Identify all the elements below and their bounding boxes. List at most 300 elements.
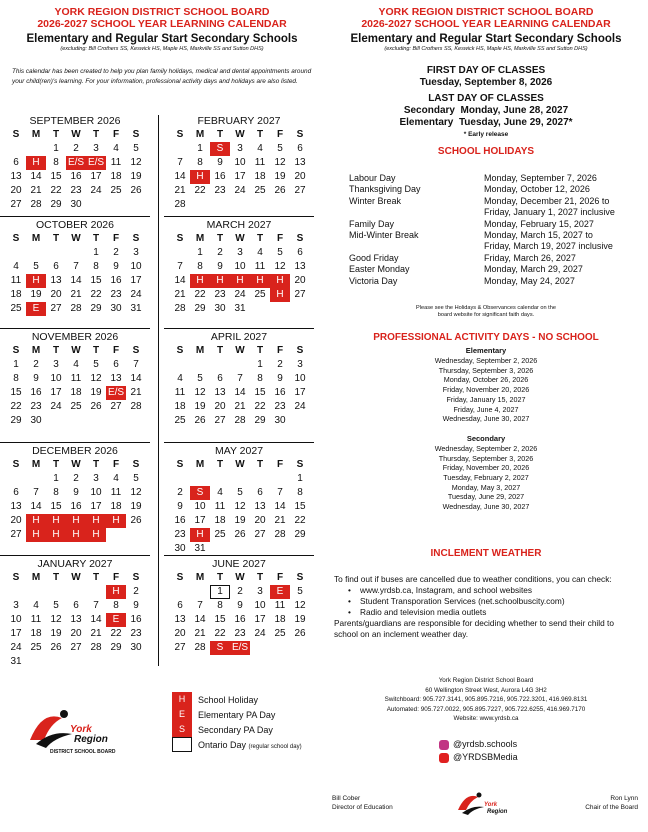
weather-item: • www.yrdsb.ca, Instagram, and school websites bbox=[348, 585, 634, 596]
day-cell: 17 bbox=[10, 628, 22, 639]
weekday-header: M bbox=[31, 129, 41, 140]
day-cell: 21 bbox=[70, 289, 82, 300]
weather-outro: Parents/guardians are responsible for deciding whether to send their child to school on an inclement weather day. bbox=[334, 618, 614, 639]
day-cell: 8 bbox=[197, 261, 203, 272]
weekday-header: S bbox=[176, 345, 184, 356]
day-cell: 2 bbox=[73, 473, 79, 484]
day-cell: 25 bbox=[30, 642, 42, 653]
weather-title: INCLEMENT WEATHER bbox=[430, 548, 542, 559]
day-cell: 18 bbox=[254, 171, 266, 182]
youtube-link[interactable] bbox=[439, 751, 518, 764]
day-cell: 15 bbox=[90, 275, 102, 286]
day-cell: 4 bbox=[217, 487, 223, 498]
holidays-title: SCHOOL HOLIDAYS bbox=[437, 146, 535, 157]
legend-swatch: S bbox=[172, 722, 192, 737]
day-cell: 10 bbox=[90, 487, 102, 498]
contact-line: York Region District School Board bbox=[438, 677, 534, 684]
day-cell: 14 bbox=[194, 614, 206, 625]
day-cell: 22 bbox=[10, 401, 22, 412]
day-cell: 10 bbox=[130, 261, 142, 272]
weekday-header: W bbox=[235, 129, 245, 140]
legend bbox=[172, 692, 302, 752]
month-calendar bbox=[164, 115, 314, 212]
day-cell: 9 bbox=[73, 487, 79, 498]
legend-ontario-label: Ontario Day bbox=[198, 739, 247, 750]
day-cell: 29 bbox=[90, 303, 102, 314]
weekday-header: M bbox=[31, 345, 41, 356]
day-cell: 26 bbox=[234, 529, 246, 540]
day-cell: 26 bbox=[294, 628, 306, 639]
day-cell: 10 bbox=[234, 261, 246, 272]
day-cell: 18 bbox=[110, 501, 122, 512]
day-cell: 22 bbox=[110, 628, 122, 639]
legend-item bbox=[172, 707, 302, 722]
holiday-row bbox=[349, 230, 634, 253]
day-cell: 16 bbox=[130, 614, 142, 625]
day-cell: 23 bbox=[214, 289, 226, 300]
day-cell: 13 bbox=[254, 501, 266, 512]
weekday-header: T bbox=[256, 233, 264, 244]
day-cell: 1 bbox=[13, 359, 19, 370]
day-cell: 5 bbox=[277, 143, 283, 154]
pa-day: Wednesday, September 2, 2026 bbox=[434, 443, 538, 453]
day-cell: 14 bbox=[90, 614, 102, 625]
day-cell: 9 bbox=[33, 373, 39, 384]
pa-day: Friday, November 20, 2026 bbox=[442, 463, 530, 473]
holiday-date bbox=[484, 230, 634, 253]
empty-cell bbox=[170, 358, 190, 372]
day-cell: 31 bbox=[130, 303, 142, 314]
day-cell: 12 bbox=[274, 261, 286, 272]
day-cell: 12 bbox=[194, 387, 206, 398]
day-cell: 6 bbox=[13, 157, 19, 168]
weekday-header: T bbox=[52, 345, 60, 356]
holiday-date bbox=[484, 264, 634, 275]
logo-small-region: Region bbox=[487, 809, 508, 815]
day-cell: 7 bbox=[133, 359, 139, 370]
day-cell: 25 bbox=[110, 185, 122, 196]
weekday-header: S bbox=[296, 345, 304, 356]
month-grid bbox=[6, 232, 150, 316]
weekday-header: M bbox=[31, 572, 41, 583]
day-cell: 8 bbox=[53, 157, 59, 168]
holiday-name: Mid-Winter Break bbox=[349, 230, 419, 241]
day-cell: 22 bbox=[294, 515, 306, 526]
empty-cell bbox=[26, 142, 46, 156]
holiday-date-line: Monday, May 24, 2027 bbox=[484, 275, 575, 286]
day-cell: 31 bbox=[10, 656, 22, 667]
weekday-header: W bbox=[71, 459, 81, 470]
day-cell: 9 bbox=[113, 261, 119, 272]
day-cell: 15 bbox=[10, 387, 22, 398]
day-cell: 9 bbox=[177, 501, 183, 512]
day-cell: 2 bbox=[133, 586, 139, 597]
pa-day: Tuesday, February 2, 2027 bbox=[443, 473, 529, 483]
weather-list bbox=[348, 585, 634, 618]
day-cell: 17 bbox=[294, 387, 306, 398]
weekday-header: T bbox=[52, 129, 60, 140]
marked-day: H bbox=[210, 274, 230, 288]
instagram-icon bbox=[439, 740, 449, 750]
holiday-date-line: Friday, January 1, 2027 inclusive bbox=[484, 207, 615, 218]
weekday-header: W bbox=[71, 233, 81, 244]
marked-day: S bbox=[210, 142, 230, 156]
last-day-title: LAST DAY OF CLASSES bbox=[428, 93, 544, 104]
holiday-row bbox=[349, 276, 634, 287]
weekday-header: S bbox=[176, 233, 184, 244]
day-cell: 4 bbox=[177, 373, 183, 384]
day-cell: 11 bbox=[30, 614, 42, 625]
day-cell: 1 bbox=[53, 143, 59, 154]
last-elementary-label: Elementary bbox=[399, 117, 454, 128]
day-cell: 25 bbox=[174, 415, 186, 426]
divider bbox=[0, 442, 150, 443]
day-cell: 14 bbox=[30, 501, 42, 512]
legend-label: School Holiday bbox=[198, 694, 259, 705]
weekday-header: S bbox=[12, 572, 20, 583]
weekday-header: M bbox=[195, 459, 205, 470]
weekday-header: S bbox=[296, 233, 304, 244]
pa-day: Wednesday, June 30, 2027 bbox=[442, 414, 530, 424]
day-cell: 14 bbox=[130, 373, 142, 384]
york-region-logo bbox=[22, 700, 142, 760]
day-cell: 19 bbox=[274, 171, 286, 182]
month-calendar bbox=[0, 558, 150, 669]
empty-cell bbox=[210, 472, 230, 486]
board-name: YORK REGION DISTRICT SCHOOL BOARD bbox=[378, 6, 594, 18]
day-cell: 7 bbox=[237, 373, 243, 384]
day-cell: 3 bbox=[13, 600, 19, 611]
holiday-name: Victoria Day bbox=[349, 275, 398, 286]
day-cell: 1 bbox=[297, 473, 303, 484]
day-cell: 2 bbox=[237, 586, 243, 597]
month-grid bbox=[170, 128, 314, 212]
day-cell: 24 bbox=[294, 401, 306, 412]
weekday-header: S bbox=[176, 572, 184, 583]
weekday-header: T bbox=[52, 572, 60, 583]
weather-section bbox=[334, 574, 634, 640]
marked-day: E/S bbox=[107, 387, 125, 398]
day-cell: 27 bbox=[174, 642, 186, 653]
contact-line: 60 Wellington Street West, Aurora L4G 3H2 bbox=[425, 686, 547, 694]
day-cell: 8 bbox=[13, 373, 19, 384]
right-column bbox=[324, 0, 648, 815]
day-cell: 28 bbox=[174, 303, 186, 314]
weekday-header: W bbox=[235, 345, 245, 356]
month-title: DECEMBER 2026 bbox=[32, 445, 118, 457]
day-cell: 5 bbox=[133, 143, 139, 154]
weekday-header: F bbox=[112, 233, 120, 244]
day-cell: 6 bbox=[297, 247, 303, 258]
day-cell: 3 bbox=[93, 143, 99, 154]
day-cell: 7 bbox=[177, 261, 183, 272]
pa-section bbox=[324, 332, 648, 512]
holiday-name: Family Day bbox=[349, 218, 395, 229]
pa-day: Monday, May 3, 2027 bbox=[451, 482, 521, 492]
day-cell: 15 bbox=[50, 171, 62, 182]
chair-title: Chair of the Board bbox=[585, 804, 638, 811]
divider bbox=[0, 328, 150, 329]
day-cell: 1 bbox=[257, 359, 263, 370]
day-cell: 27 bbox=[294, 185, 306, 196]
day-cell: 20 bbox=[294, 171, 306, 182]
day-cell: 22 bbox=[90, 289, 102, 300]
day-cell: 25 bbox=[214, 529, 226, 540]
weekday-header: W bbox=[235, 572, 245, 583]
instagram-link[interactable] bbox=[439, 738, 518, 751]
day-cell: 25 bbox=[274, 628, 286, 639]
pa-day: Friday, June 4, 2027 bbox=[453, 404, 519, 414]
day-cell: 18 bbox=[274, 614, 286, 625]
holiday-name: Easter Monday bbox=[349, 264, 410, 275]
weekday-header: W bbox=[71, 572, 81, 583]
day-cell: 23 bbox=[214, 185, 226, 196]
day-cell: 2 bbox=[33, 359, 39, 370]
weekday-header: F bbox=[276, 345, 284, 356]
empty-cell bbox=[6, 246, 26, 260]
day-cell: 22 bbox=[50, 185, 62, 196]
holiday-date-line: Monday, February 15, 2027 bbox=[484, 218, 594, 229]
day-cell: 6 bbox=[297, 143, 303, 154]
month-calendar bbox=[0, 115, 150, 212]
day-cell: 18 bbox=[10, 289, 22, 300]
holiday-name: Winter Break bbox=[349, 195, 402, 206]
holiday-row bbox=[349, 196, 634, 219]
logo-small-york: York bbox=[484, 802, 498, 808]
legend-label: Secondary PA Day bbox=[198, 724, 273, 735]
day-cell: 29 bbox=[194, 303, 206, 314]
last-day-secondary bbox=[324, 105, 648, 117]
faith-note-line: Please see the Holidays & Observances calendar on the bbox=[416, 305, 556, 311]
day-cell: 24 bbox=[50, 401, 62, 412]
day-cell: 30 bbox=[110, 303, 122, 314]
day-cell: 16 bbox=[70, 501, 82, 512]
weekday-header: T bbox=[216, 233, 224, 244]
year-title: 2026-2027 SCHOOL YEAR LEARNING CALENDAR bbox=[361, 18, 611, 30]
day-cell: 11 bbox=[214, 501, 226, 512]
marked-day: H bbox=[106, 585, 126, 599]
day-cell: 7 bbox=[277, 487, 283, 498]
day-cell: 25 bbox=[254, 185, 266, 196]
marked-day: E bbox=[270, 585, 290, 599]
day-cell: 7 bbox=[197, 600, 203, 611]
month-title: JUNE 2027 bbox=[212, 558, 266, 570]
day-cell: 25 bbox=[10, 303, 22, 314]
day-cell: 28 bbox=[90, 642, 102, 653]
weekday-header: M bbox=[195, 345, 205, 356]
day-cell: 19 bbox=[130, 501, 142, 512]
weekday-header: S bbox=[176, 129, 184, 140]
day-cell: 15 bbox=[294, 501, 306, 512]
pa-secondary-title: Secondary bbox=[466, 433, 506, 443]
weekday-header: M bbox=[31, 459, 41, 470]
day-cell: 23 bbox=[274, 401, 286, 412]
day-cell: 18 bbox=[30, 628, 42, 639]
main-title: Elementary and Regular Start Secondary Schools bbox=[26, 33, 298, 45]
day-cell: 7 bbox=[93, 600, 99, 611]
day-cell: 6 bbox=[217, 373, 223, 384]
day-cell: 14 bbox=[274, 501, 286, 512]
marked-day: E/S bbox=[67, 157, 85, 168]
day-cell: 27 bbox=[294, 289, 306, 300]
holiday-name: Labour Day bbox=[349, 173, 396, 183]
marked-day: H bbox=[190, 170, 210, 184]
youtube-handle: @YRDSBMedia bbox=[453, 752, 518, 762]
day-cell: 4 bbox=[73, 359, 79, 370]
holiday-date bbox=[484, 184, 634, 195]
day-cell: 14 bbox=[234, 387, 246, 398]
empty-cell bbox=[170, 585, 190, 599]
day-cell: 6 bbox=[177, 600, 183, 611]
marked-day: H bbox=[190, 528, 210, 542]
pa-title: PROFESSIONAL ACTIVITY DAYS - NO SCHOOL bbox=[373, 332, 599, 343]
day-cell: 30 bbox=[130, 642, 142, 653]
month-calendar bbox=[164, 558, 314, 655]
day-cell: 27 bbox=[10, 199, 22, 210]
empty-cell bbox=[86, 585, 106, 599]
month-calendar bbox=[0, 331, 150, 428]
day-cell: 23 bbox=[30, 401, 42, 412]
day-cell: 1 bbox=[93, 247, 99, 258]
holiday-date-line: Monday, October 12, 2026 bbox=[484, 184, 590, 195]
day-cell: 16 bbox=[70, 171, 82, 182]
day-cell: 5 bbox=[53, 600, 59, 611]
day-cell: 27 bbox=[70, 642, 82, 653]
day-cell: 15 bbox=[50, 501, 62, 512]
month-title: APRIL 2027 bbox=[210, 331, 268, 343]
weekday-header: S bbox=[12, 129, 20, 140]
weekday-header: T bbox=[256, 572, 264, 583]
day-cell: 27 bbox=[50, 303, 62, 314]
day-cell: 11 bbox=[70, 373, 82, 384]
divider bbox=[0, 216, 150, 217]
marked-day: H bbox=[270, 274, 290, 288]
day-cell: 19 bbox=[30, 289, 42, 300]
chair-name: Ron Lynn bbox=[610, 795, 638, 802]
day-cell: 21 bbox=[130, 387, 142, 398]
legend-item bbox=[172, 722, 302, 737]
holiday-date bbox=[484, 173, 634, 184]
day-cell: 3 bbox=[297, 359, 303, 370]
day-cell: 20 bbox=[50, 289, 62, 300]
weekday-header: T bbox=[216, 572, 224, 583]
month-title: MARCH 2027 bbox=[206, 219, 272, 231]
day-cell: 8 bbox=[197, 157, 203, 168]
day-cell: 2 bbox=[73, 143, 79, 154]
day-cell: 20 bbox=[174, 628, 186, 639]
day-cell: 23 bbox=[70, 185, 82, 196]
day-cell: 12 bbox=[90, 373, 102, 384]
marked-day: H bbox=[86, 528, 106, 542]
empty-cell bbox=[26, 585, 46, 599]
day-cell: 14 bbox=[70, 275, 82, 286]
day-cell: 16 bbox=[274, 387, 286, 398]
holiday-date-line: Monday, September 7, 2026 bbox=[484, 173, 597, 183]
day-cell: 2 bbox=[113, 247, 119, 258]
day-cell: 12 bbox=[130, 487, 142, 498]
holiday-date-line: Monday, March 29, 2027 bbox=[484, 264, 583, 275]
day-cell: 21 bbox=[174, 289, 186, 300]
day-cell: 9 bbox=[217, 261, 223, 272]
legend-swatch: E bbox=[172, 707, 192, 722]
holiday-date-line: Friday, March 19, 2027 inclusive bbox=[484, 241, 613, 252]
pa-secondary-list bbox=[324, 444, 648, 512]
last-secondary-label: Secondary bbox=[403, 105, 455, 116]
day-cell: 30 bbox=[274, 415, 286, 426]
divider bbox=[164, 328, 314, 329]
month-grid bbox=[6, 458, 150, 542]
day-cell: 28 bbox=[30, 199, 42, 210]
last-day-elementary bbox=[324, 117, 648, 129]
day-cell: 28 bbox=[174, 199, 186, 210]
legend-swatch: H bbox=[172, 692, 192, 707]
york-region-logo-small bbox=[454, 788, 524, 818]
day-cell: 21 bbox=[234, 401, 246, 412]
empty-cell bbox=[230, 358, 250, 372]
day-cell: 10 bbox=[194, 501, 206, 512]
day-cell: 6 bbox=[13, 487, 19, 498]
month-calendar bbox=[164, 445, 314, 556]
logo-region: Region bbox=[74, 734, 108, 745]
day-cell: 18 bbox=[214, 515, 226, 526]
day-cell: 27 bbox=[254, 529, 266, 540]
holiday-date bbox=[484, 276, 634, 287]
day-cell: 11 bbox=[254, 261, 266, 272]
day-cell: 2 bbox=[177, 487, 183, 498]
intro-text: This calendar has been created to help you plan family holidays, medical and dental appointments around your child(ren)'s learning. For your information, professional activity days and holidays are also listed. bbox=[12, 68, 312, 85]
empty-cell bbox=[26, 246, 46, 260]
year-title: 2026-2027 SCHOOL YEAR LEARNING CALENDAR bbox=[37, 18, 287, 30]
day-cell: 5 bbox=[277, 247, 283, 258]
day-cell: 13 bbox=[50, 275, 62, 286]
day-cell: 11 bbox=[254, 157, 266, 168]
day-cell: 10 bbox=[50, 373, 62, 384]
day-cell: 22 bbox=[254, 401, 266, 412]
day-cell: 4 bbox=[257, 247, 263, 258]
director-name: Bill Cober bbox=[332, 795, 361, 802]
pa-day: Friday, January 15, 2027 bbox=[446, 394, 526, 404]
day-cell: 21 bbox=[174, 185, 186, 196]
weekday-header: T bbox=[216, 345, 224, 356]
day-cell: 20 bbox=[294, 275, 306, 286]
day-cell: 10 bbox=[234, 157, 246, 168]
day-cell: 17 bbox=[90, 171, 102, 182]
faith-note-line: board website for significant faith days. bbox=[437, 312, 535, 318]
day-cell: 4 bbox=[113, 473, 119, 484]
day-cell: 13 bbox=[214, 387, 226, 398]
signature-right bbox=[585, 794, 638, 812]
day-cell: 25 bbox=[254, 289, 266, 300]
day-cell: 16 bbox=[214, 171, 226, 182]
month-title: OCTOBER 2026 bbox=[35, 219, 114, 231]
day-cell: 4 bbox=[13, 261, 19, 272]
empty-cell bbox=[170, 472, 190, 486]
holiday-date bbox=[484, 253, 634, 264]
day-cell: 16 bbox=[174, 515, 186, 526]
day-cell: 3 bbox=[257, 586, 263, 597]
weekday-header: M bbox=[195, 129, 205, 140]
day-cell: 10 bbox=[294, 373, 306, 384]
day-cell: 4 bbox=[113, 143, 119, 154]
youtube-icon bbox=[439, 753, 449, 763]
day-cell: 2 bbox=[277, 359, 283, 370]
day-cell: 14 bbox=[30, 171, 42, 182]
weekday-header: S bbox=[132, 459, 140, 470]
weekday-header: S bbox=[12, 459, 20, 470]
day-cell: 24 bbox=[254, 628, 266, 639]
month-calendar bbox=[0, 445, 150, 542]
last-secondary-date: Monday, June 28, 2027 bbox=[460, 105, 569, 116]
